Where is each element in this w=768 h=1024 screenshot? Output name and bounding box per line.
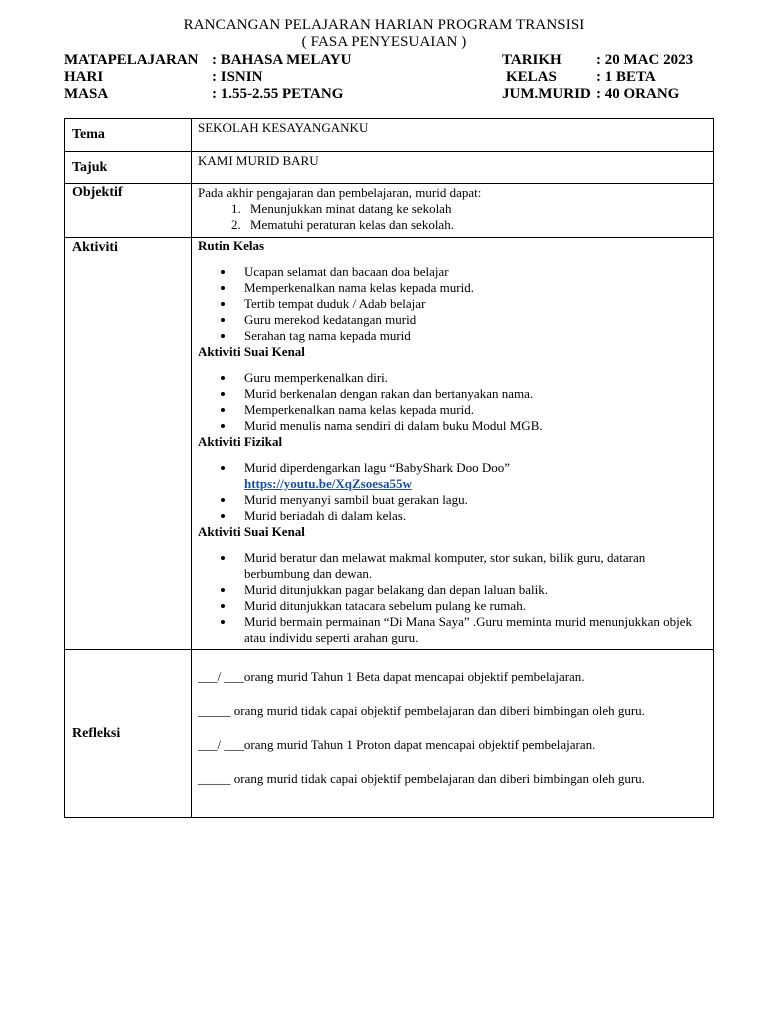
doc-subtitle: ( FASA PENYESUAIAN ) bbox=[301, 34, 467, 50]
row-refleksi bbox=[65, 650, 714, 818]
row-tajuk bbox=[65, 152, 714, 184]
bullet-icon bbox=[221, 498, 225, 502]
bullet-icon bbox=[221, 588, 225, 592]
bullet-icon bbox=[221, 392, 225, 396]
list-item: Murid menyanyi sambil buat gerakan lagu. bbox=[244, 492, 707, 508]
list-item: Murid berkenalan dengan rakan dan bertanyakan nama. bbox=[244, 386, 707, 402]
time-value: : 1.55-2.55 PETANG bbox=[212, 86, 344, 102]
day-value: : ISNIN bbox=[212, 69, 263, 85]
date-value: : 20 MAC 2023 bbox=[596, 52, 694, 68]
tema-value: SEKOLAH KESAYANGANKU bbox=[192, 119, 714, 152]
bullet-icon bbox=[221, 556, 225, 560]
bullet-icon bbox=[221, 466, 225, 470]
list-item: Guru merekod kedatangan murid bbox=[244, 312, 707, 328]
bullet-icon bbox=[221, 376, 225, 380]
refleksi-line: _____ orang murid tidak capai objektif pembelajaran dan diberi bimbingan oleh guru. bbox=[198, 771, 645, 786]
subject-value: : BAHASA MELAYU bbox=[212, 52, 352, 68]
section-list bbox=[198, 370, 707, 434]
refleksi-cell bbox=[192, 650, 714, 818]
students-value: : 40 ORANG bbox=[596, 86, 680, 102]
bullet-icon bbox=[221, 270, 225, 274]
doc-title: RANCANGAN PELAJARAN HARIAN PROGRAM TRANSISI bbox=[183, 17, 585, 33]
day-label: HARI bbox=[64, 69, 104, 85]
list-item: Murid ditunjukkan pagar belakang dan depan laluan balik. bbox=[244, 582, 707, 598]
objektif-intro: Pada akhir pengajaran dan pembelajaran, murid dapat: bbox=[198, 185, 482, 200]
bullet-icon bbox=[221, 620, 225, 624]
list-item: Guru memperkenalkan diri. bbox=[244, 370, 707, 386]
bullet-icon bbox=[221, 514, 225, 518]
row-objektif bbox=[65, 184, 714, 238]
aktiviti-cell bbox=[192, 238, 714, 650]
time-label: MASA bbox=[64, 86, 109, 102]
section-heading: Aktiviti Fizikal bbox=[198, 434, 283, 449]
subject-label: MATAPELAJARAN bbox=[64, 52, 199, 68]
objektif-item: 2. Mematuhi peraturan kelas dan sekolah. bbox=[244, 217, 707, 233]
tajuk-value: KAMI MURID BARU bbox=[192, 152, 714, 184]
list-item: Memperkenalkan nama kelas kepada murid. bbox=[244, 280, 707, 296]
class-value: : 1 BETA bbox=[596, 69, 656, 85]
section-list bbox=[198, 550, 707, 646]
refleksi-line: ___/ ___orang murid Tahun 1 Beta dapat mencapai objektif pembelajaran. bbox=[198, 669, 585, 684]
bullet-icon bbox=[221, 302, 225, 306]
students-label: JUM.MURID bbox=[502, 86, 591, 102]
row-tema bbox=[65, 119, 714, 152]
objektif-item: 1. Menunjukkan minat datang ke sekolah bbox=[244, 201, 707, 217]
tema-label: Tema bbox=[65, 119, 192, 152]
bullet-icon bbox=[221, 318, 225, 322]
section-list bbox=[198, 264, 707, 344]
refleksi-line: ___/ ___orang murid Tahun 1 Proton dapat mencapai objektif pembelajaran. bbox=[198, 737, 596, 752]
list-item: Murid menulis nama sendiri di dalam buku Modul MGB. bbox=[244, 418, 707, 434]
bullet-icon bbox=[221, 604, 225, 608]
refleksi-label: Refleksi bbox=[65, 650, 192, 818]
section-heading: Aktiviti Suai Kenal bbox=[198, 344, 305, 359]
list-item: Murid bermain permainan “Di Mana Saya” .Guru meminta murid menunjukkan objek atau individu seperti arahan guru. bbox=[244, 614, 707, 646]
objektif-list bbox=[198, 201, 707, 233]
objektif-cell bbox=[192, 184, 714, 238]
list-item: Tertib tempat duduk / Adab belajar bbox=[244, 296, 707, 312]
list-item: Murid diperdengarkan lagu “BabyShark Doo Doo” https://youtu.be/XqZsoesa55w bbox=[244, 460, 707, 492]
section-list bbox=[198, 460, 707, 524]
bullet-icon bbox=[221, 334, 225, 338]
class-label: KELAS bbox=[506, 69, 557, 85]
list-item: Ucapan selamat dan bacaan doa belajar bbox=[244, 264, 707, 280]
lesson-table bbox=[64, 118, 714, 818]
youtube-link[interactable]: https://youtu.be/XqZsoesa55w bbox=[244, 476, 412, 491]
tajuk-label: Tajuk bbox=[65, 152, 192, 184]
row-aktiviti bbox=[65, 238, 714, 650]
refleksi-line: _____ orang murid tidak capai objektif pembelajaran dan diberi bimbingan oleh guru. bbox=[198, 703, 645, 718]
bullet-icon bbox=[221, 286, 225, 290]
section-heading: Rutin Kelas bbox=[198, 238, 265, 253]
objektif-label: Objektif bbox=[65, 184, 192, 238]
list-item: Murid ditunjukkan tatacara sebelum pulang ke rumah. bbox=[244, 598, 707, 614]
bullet-icon bbox=[221, 424, 225, 428]
list-item: Memperkenalkan nama kelas kepada murid. bbox=[244, 402, 707, 418]
aktiviti-label: Aktiviti bbox=[65, 238, 192, 650]
date-label: TARIKH bbox=[502, 52, 562, 68]
list-item: Serahan tag nama kepada murid bbox=[244, 328, 707, 344]
bullet-icon bbox=[221, 408, 225, 412]
list-item: Murid beriadah di dalam kelas. bbox=[244, 508, 707, 524]
list-item: Murid beratur dan melawat makmal komputer, stor sukan, bilik guru, dataran berbumbung dan dewan. bbox=[244, 550, 707, 582]
section-heading: Aktiviti Suai Kenal bbox=[198, 524, 305, 539]
